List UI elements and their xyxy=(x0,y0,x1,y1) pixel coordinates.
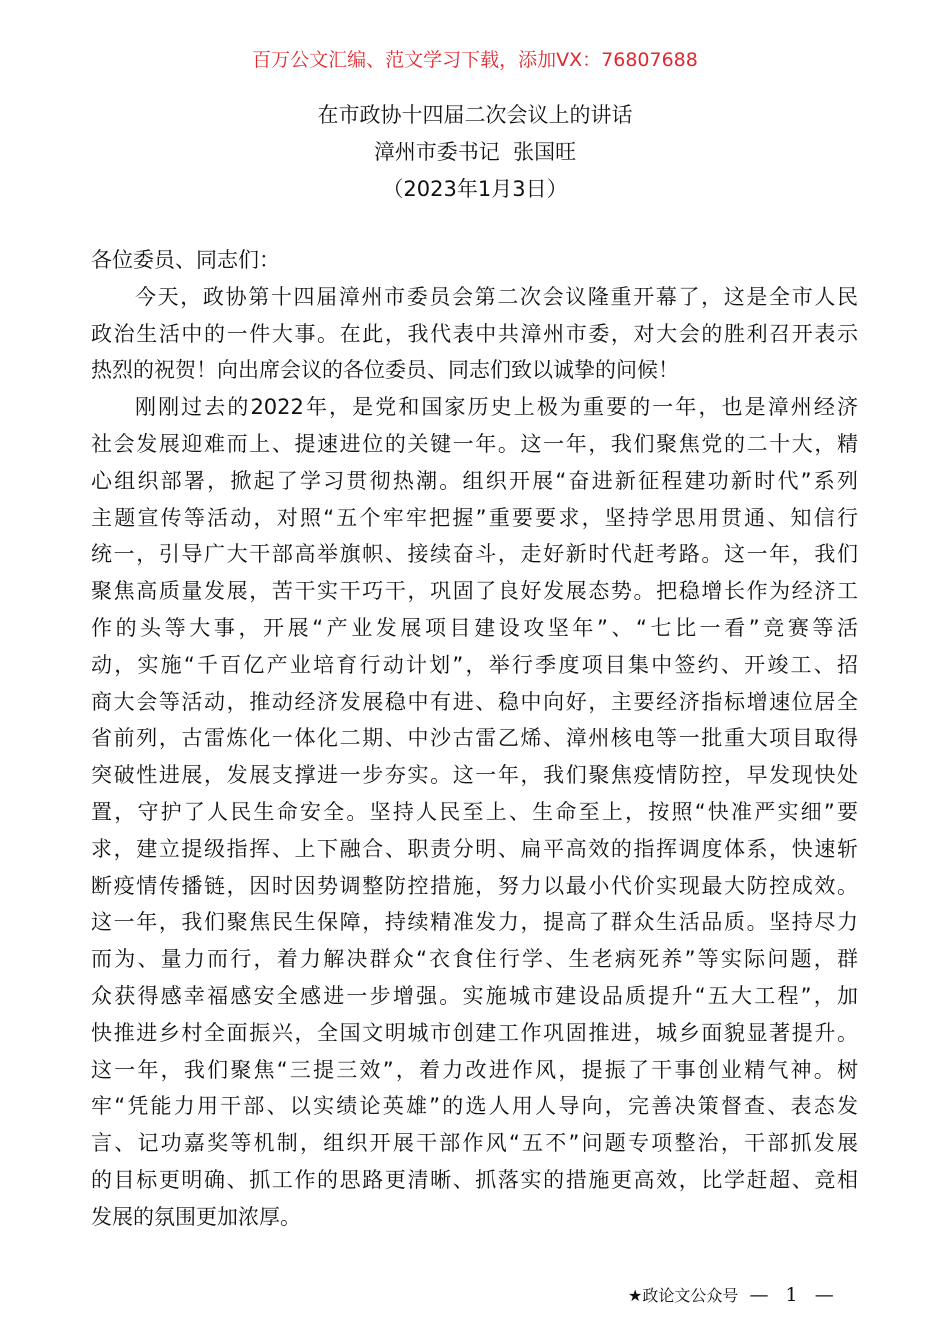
paragraph-line: 这一年，我们聚焦民生保障，持续精准发力，提高了群众生活品质。坚持尽力 xyxy=(91,910,858,935)
paragraph-line: 快推进乡村全面振兴，全国文明城市创建工作巩固推进，城乡面貌显著提升。 xyxy=(91,1020,858,1045)
paragraph-line: 置，守护了人民生命安全。坚持人民至上、生命至上，按照“快准严实细”要 xyxy=(91,799,858,824)
paragraph-line: 发展的氛围更加浓厚。 xyxy=(91,1204,301,1229)
paragraph-line: 求，建立提级指挥、上下融合、职责分明、扁平高效的指挥调度体系，快速斩 xyxy=(91,836,858,861)
document-body xyxy=(91,242,858,1236)
paragraph-line: 今天，政协第十四届漳州市委员会第二次会议隆重开幕了，这是全市人民 xyxy=(135,284,858,309)
speaker: 漳州市委书记 张国旺 xyxy=(373,140,577,164)
paragraph-line: 商大会等活动，推动经济发展稳中有进、稳中向好，主要经济指标增速位居全 xyxy=(91,689,858,714)
paragraph xyxy=(91,279,858,389)
download-banner: 百万公文汇编、范文学习下载，添加VX：76807688 xyxy=(252,49,698,71)
paragraph-line: 言、记功嘉奖等机制，组织开展干部作风“五不”问题专项整治，干部抓发展 xyxy=(91,1131,858,1156)
title-block xyxy=(0,97,950,208)
paragraph-line: 政治生活中的一件大事。在此，我代表中共漳州市委，对大会的胜利召开表示 xyxy=(91,321,858,346)
paragraph-line: 动，实施“千百亿产业培育行动计划”，举行季度项目集中签约、开竣工、招 xyxy=(91,652,858,677)
paragraph-line: 刚刚过去的2022年，是党和国家历史上极为重要的一年，也是漳州经济 xyxy=(135,395,858,420)
paragraph-line: 牢“凭能力用干部、以实绩论英雄”的选人用人导向，完善决策督查、表态发 xyxy=(91,1094,858,1119)
paragraph-line: 聚焦高质量发展，苦干实干巧干，巩固了良好发展态势。把稳增长作为经济工 xyxy=(91,579,858,604)
paragraph-line: 这一年，我们聚焦“三提三效”，着力改进作风，提振了干事创业精气神。树 xyxy=(91,1057,858,1082)
footer-dash-right: — xyxy=(814,1284,834,1306)
paragraph-line: 作的头等大事，开展“产业发展项目建设攻坚年”、“七比一看”竞赛等活 xyxy=(91,615,858,640)
footer-source: ★政论文公众号 xyxy=(628,1286,739,1305)
paragraph-line: 断疫情传播链，因时因势调整防控措施，努力以最小代价实现最大防控成效。 xyxy=(91,873,858,898)
page-title: 在市政协十四届二次会议上的讲话 xyxy=(317,103,633,127)
paragraph-line: 省前列，古雷炼化一体化二期、中沙古雷乙烯、漳州核电等一批重大项目取得 xyxy=(91,726,858,751)
paragraph-line: 的目标更明确、抓工作的思路更清晰、抓落实的措施更高效，比学赶超、竞相 xyxy=(91,1167,858,1192)
page-footer xyxy=(628,1283,840,1308)
paragraph-line: 社会发展迎难而上、提速进位的关键一年。这一年，我们聚焦党的二十大，精 xyxy=(91,431,858,456)
paragraph-line: 突破性进展，发展支撑进一步夯实。这一年，我们聚焦疫情防控，早发现快处 xyxy=(91,763,858,788)
paragraph-line: 热烈的祝贺！向出席会议的各位委员、同志们致以诚挚的问候！ xyxy=(91,358,679,383)
paragraph-line: 心组织部署，掀起了学习贯彻热潮。组织开展“奋进新征程建功新时代”系列 xyxy=(91,468,858,493)
paragraph-line: 而为、量力而行，着力解决群众“衣食住行学、生老病死养”等实际问题，群 xyxy=(91,947,858,972)
paragraph xyxy=(91,389,858,1235)
footer-dash-left: — xyxy=(749,1284,769,1306)
paragraph-line: 众获得感幸福感安全感进一步增强。实施城市建设品质提升“五大工程”，加 xyxy=(91,983,858,1008)
page-number: 1 xyxy=(785,1284,798,1306)
date: （2023年1月3日） xyxy=(382,177,568,201)
salutation: 各位委员、同志们： xyxy=(91,248,280,272)
paragraph-line: 主题宣传等活动，对照“五个牢牢把握”重要要求，坚持学思用贯通、知信行 xyxy=(91,505,858,530)
paragraph-line: 统一，引导广大干部高举旗帜、接续奋斗，走好新时代赶考路。这一年，我们 xyxy=(91,542,858,567)
